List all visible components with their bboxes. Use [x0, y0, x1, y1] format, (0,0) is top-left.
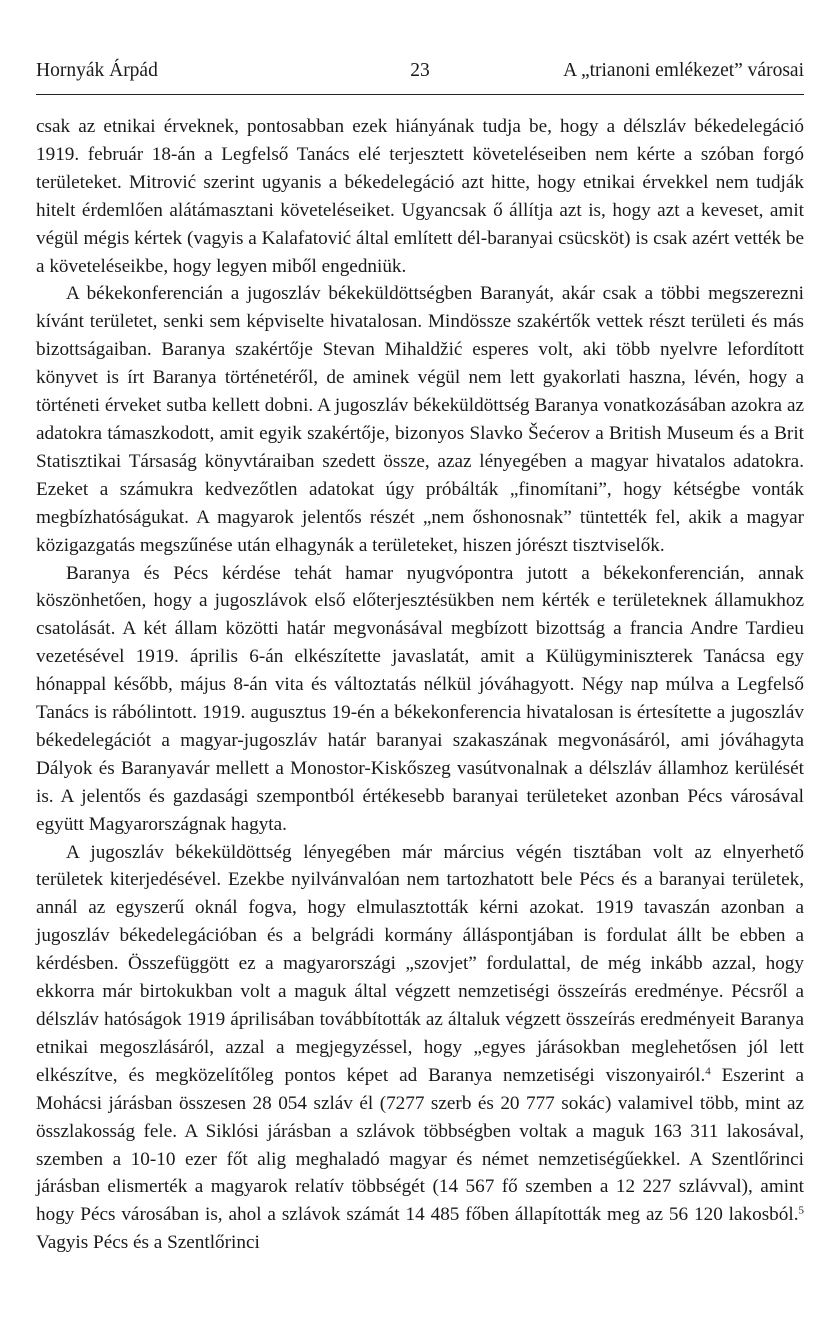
- header-author: Hornyák Árpád: [36, 60, 158, 81]
- paragraph-4: [36, 839, 804, 1258]
- header-page-number: 23: [410, 60, 430, 81]
- paragraph-4-part-1: A jugoszláv békeküldöttség lényegében már március végén tisztában volt az elnyerhető területek kiterjedésével. Ezekbe nyilvánvalóan nem tartozhatott bele Pécs és a baranyai területek, annál az egyszerű oknál fogva, hogy elmulasztották kérni azokat. 1919 tavaszán azonban a jugoszláv békedelegációban és a belgrádi kormány álláspontjában is fordulat állt be ebben a kérdésben. Összefüggött ez a magyarországi „szovjet” fordulattal, de még inkább azzal, hogy ekkorra már birtokukban volt a maguk által végzett nemzetiségi összeírás eredménye. Pécsről a délszláv hatóságok 1919 áprilisában továbbították az általuk végzett összeírás eredményeit Baranya etnikai megoszlásáról, azzal a megjegyzéssel, hogy „egyes járásokban meglehetősen jól lett elkészítve, és megközelítőleg pontos képet ad Baranya nemzetiségi viszonyairól.: [36, 841, 804, 1086]
- header-rule: [36, 94, 804, 95]
- running-header: [36, 56, 804, 86]
- paragraph-4-part-2: Eszerint a Mohácsi járásban összesen 28 054 szláv él (7277 szerb és 20 777 sokác) valamivel több, mint az összlakosság fele. A Siklósi járásban a szlávok többségben voltak a maguk 163 311 lakosával, szemben a 10-10 ezer főt alig meghaladó magyar és német nemzetiségűekkel. A Szentlőrinci járásban elismerték a magyarok relatív többségét (14 567 fő szemben a 12 227 szlávval), amint hogy Pécs városában is, ahol a szlávok számát 14 485 főben állapították meg az 56 120 lakosból.: [36, 1064, 804, 1226]
- footnote-ref-4[interactable]: 4: [705, 1065, 711, 1078]
- paragraph-4-part-3: Vagyis Pécs és a Szentlőrinci: [36, 1232, 260, 1254]
- paragraph-1: csak az etnikai érveknek, pontosabban ezek hiányának tudja be, hogy a délszláv békedelegáció 1919. február 18-án a Legfelső Tanács elé terjesztett követeléseiben nem kérte a szóban forgó területeket. Mitrović szerint ugyanis a békedelegáció azt hitte, hogy etnikai érvekkel nem tudják hitelt érdemlően alátámasztani követeléseiket. Ugyancsak ő állítja azt is, hogy azt a keveset, amit végül mégis kértek (vagyis a Kalafatović által említett dél-baranyai csücsköt) is csak azért vették be a követeléseikbe, hogy legyen miből engedniük.: [36, 116, 804, 277]
- header-running-title: A „trianoni emlékezet” városai: [563, 60, 804, 81]
- footnote-ref-5[interactable]: 5: [798, 1204, 804, 1217]
- paragraph-3: Baranya és Pécs kérdése tehát hamar nyugvópontra jutott a békekonferencián, annak köszönhetően, hogy a jugoszlávok első előterjesztésükben nem kérték e területeknek államukhoz csatolását. A két állam közötti határ megvonásával megbízott bizottság a francia Andre Tardieu vezetésével 1919. április 6-án elkészítette javaslatát, amit a Külügyminiszterek Tanácsa egy hónappal később, május 8-án vita és változtatás nélkül jóváhagyott. Négy nap múlva a Legfelső Tanács is rábólintott. 1919. augusztus 19-én a békekonferencia hivatalosan is értesítette a jugoszláv békedelegációt a magyar-jugoszláv határ baranyai szakaszának megvonásáról, ami jóváhagyta Dályok és Baranyavár mellett a Monostor-Kiskőszeg vasútvonalnak a délszláv államhoz kerülését is. A jelentős és gazdasági szempontból értékesebb baranyai területeket azonban Pécs városával együtt Magyarországnak hagyta.: [36, 562, 804, 835]
- paragraph-2: A békekonferencián a jugoszláv békeküldöttségben Baranyát, akár csak a többi megszerezni kívánt területet, senki sem képviselte hivatalosan. Mindössze szakértők vettek részt területi és más bizottságaiban. Baranya szakértője Stevan Mihaldžić esperes volt, aki több nyelvre lefordított könyvet is írt Baranya történetéről, de aminek végül nem lett gyakorlati haszna, lévén, hogy a történeti érveket sutba kellett dobni. A jugoszláv békeküldöttség Baranya vonatkozásában azokra az adatokra támaszkodott, amit egyik szakértője, bizonyos Slavko Šećerov a British Museum és a Brit Statisztikai Társaság könyvtáraiban szedett össze, azaz lényegében a magyar hivatalos adatokra. Ezeket a számukra kedvezőtlen adatokat úgy próbálták „finomítani”, hogy kétségbe vonták megbízhatóságukat. A magyarok jelentős részét „nem őshonosnak” tüntették fel, akik a magyar közigazgatás megszűnése után elhagynák a területeket, hiszen jórészt tisztviselők.: [36, 283, 804, 556]
- body-text: [36, 113, 804, 1257]
